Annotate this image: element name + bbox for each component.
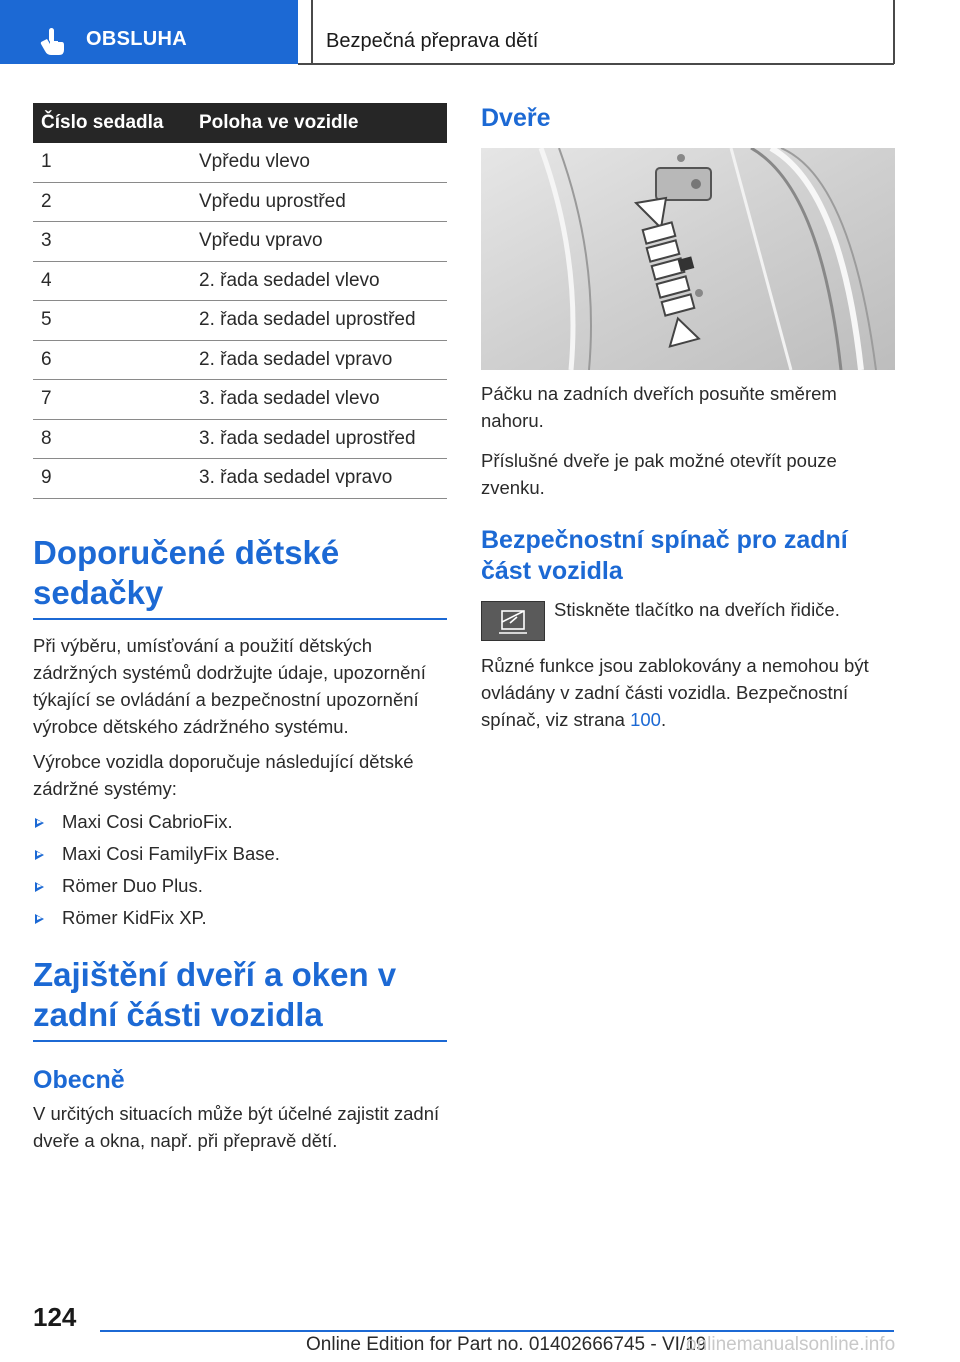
page-reference-link[interactable]: 100 xyxy=(630,709,661,730)
switch-instruction xyxy=(554,596,894,623)
heading-line: Doporučené dětské xyxy=(33,534,340,571)
door-lock-illustration xyxy=(481,148,895,370)
table-row xyxy=(33,380,447,420)
list-item-text: Maxi Cosi FamilyFix Base. xyxy=(62,843,280,864)
hand-pointer-icon xyxy=(40,28,66,56)
seat-position: 2. řada sedadel vlevo xyxy=(199,261,447,301)
chapter-title: Bezpečná přeprava dětí xyxy=(326,30,539,52)
seat-number: 7 xyxy=(33,380,199,420)
seat-position: 2. řada sedadel uprostřed xyxy=(199,301,447,341)
table-row xyxy=(33,222,447,262)
seat-position: Vpředu uprostřed xyxy=(199,182,447,222)
paragraph: Stiskněte tlačítko na dveřích řidiče. xyxy=(554,599,840,620)
heading-line: sedačky xyxy=(33,574,164,611)
seat-number: 1 xyxy=(33,143,199,182)
bullet-triangle-icon xyxy=(35,818,44,828)
seat-position: 3. řada sedadel uprostřed xyxy=(199,419,447,459)
list-item-text: Römer KidFix XP. xyxy=(62,907,207,928)
watermark: onlinemanualsonline.info xyxy=(686,1334,896,1355)
doors-heading xyxy=(481,103,895,134)
table-row xyxy=(33,340,447,380)
table-row xyxy=(33,143,447,182)
page-header xyxy=(0,0,960,66)
bullet-triangle-icon xyxy=(35,850,44,860)
subheading-general xyxy=(33,1065,447,1096)
paragraph-text: Různé funkce jsou zablokovány a nemohou být ovládány v zadní části vozidla. Bezpečnostní spínač, viz strana xyxy=(481,655,869,730)
table-row xyxy=(33,261,447,301)
section-heading-door-lock xyxy=(33,955,447,1042)
seat-position: Vpředu vpravo xyxy=(199,222,447,262)
seat-number: 6 xyxy=(33,340,199,380)
heading-line: zadní části vozidla xyxy=(33,996,323,1033)
heading-line: Zajištění dveří a oken v xyxy=(33,956,397,993)
seat-number: 9 xyxy=(33,459,199,499)
general-body xyxy=(33,1100,447,1154)
heading-line: část vozidla xyxy=(481,557,623,585)
paragraph: Při výběru, umísťování a použití dětských zádržných systémů dodržujte údaje, upozornění týkající se ovládání a bezpečnostní upozornění výrobce dětského zádržného systému. xyxy=(33,635,426,737)
header-divider xyxy=(893,0,895,64)
table-header-row xyxy=(33,103,447,143)
list-item xyxy=(33,872,447,899)
heading-line: Bezpečnostní spínač pro zadní xyxy=(481,526,848,554)
subheading xyxy=(481,525,895,587)
child-seats-body xyxy=(33,632,447,936)
table-row xyxy=(33,301,447,341)
recommended-seats-list xyxy=(33,808,447,931)
seat-table-container xyxy=(33,103,447,499)
safety-switch-heading xyxy=(481,525,895,587)
list-item xyxy=(33,904,447,931)
page-number: 124 xyxy=(33,1302,77,1332)
seat-number: 4 xyxy=(33,261,199,301)
paragraph: Výrobce vozidla doporučuje následující dětské zádržné systémy: xyxy=(33,751,414,799)
section-tab[interactable] xyxy=(0,0,298,64)
subheading: Obecně xyxy=(33,1066,125,1094)
list-item xyxy=(33,840,447,867)
list-item-text: Römer Duo Plus. xyxy=(62,875,203,896)
table-row xyxy=(33,459,447,499)
seat-number: 8 xyxy=(33,419,199,459)
paragraph: Příslušné dveře je pak možné otevřít pouze zvenku. xyxy=(481,450,837,498)
seat-number: 2 xyxy=(33,182,199,222)
header-rule xyxy=(298,63,894,65)
seat-number: 3 xyxy=(33,222,199,262)
paragraph: Páčku na zadních dveřích posuňte směrem nahoru. xyxy=(481,383,837,431)
safety-switch-body xyxy=(481,652,895,733)
table-row xyxy=(33,419,447,459)
bullet-triangle-icon xyxy=(35,882,44,892)
window-lock-icon xyxy=(481,601,545,641)
subheading: Dveře xyxy=(481,104,551,132)
paragraph: V určitých situacích může být účelné zajistit zadní dveře a okna, např. při přepravě dětí. xyxy=(33,1103,440,1151)
seat-number: 5 xyxy=(33,301,199,341)
seat-position: 3. řada sedadel vpravo xyxy=(199,459,447,499)
section-heading xyxy=(33,955,447,1042)
paragraph-text: . xyxy=(660,709,667,730)
section-label: OBSLUHA xyxy=(86,28,187,50)
section-heading xyxy=(33,533,447,620)
bullet-triangle-icon xyxy=(35,914,44,924)
seat-position: Vpředu vlevo xyxy=(199,143,447,182)
seat-table xyxy=(33,103,447,499)
doors-body xyxy=(481,380,895,501)
section-heading-child-seats xyxy=(33,533,447,620)
table-header-cell: Číslo sedadla xyxy=(33,103,199,143)
table-row xyxy=(33,182,447,222)
list-item xyxy=(33,808,447,835)
seat-position: 2. řada sedadel vpravo xyxy=(199,340,447,380)
table-header-cell: Poloha ve vozidle xyxy=(199,103,447,143)
list-item-text: Maxi Cosi CabrioFix. xyxy=(62,811,233,832)
header-divider xyxy=(311,0,313,64)
paragraph xyxy=(481,652,895,733)
footer-rule xyxy=(100,1330,894,1332)
edition-text: Online Edition for Part no. 01402666745 - VI/19 xyxy=(306,1334,707,1355)
seat-position: 3. řada sedadel vlevo xyxy=(199,380,447,420)
